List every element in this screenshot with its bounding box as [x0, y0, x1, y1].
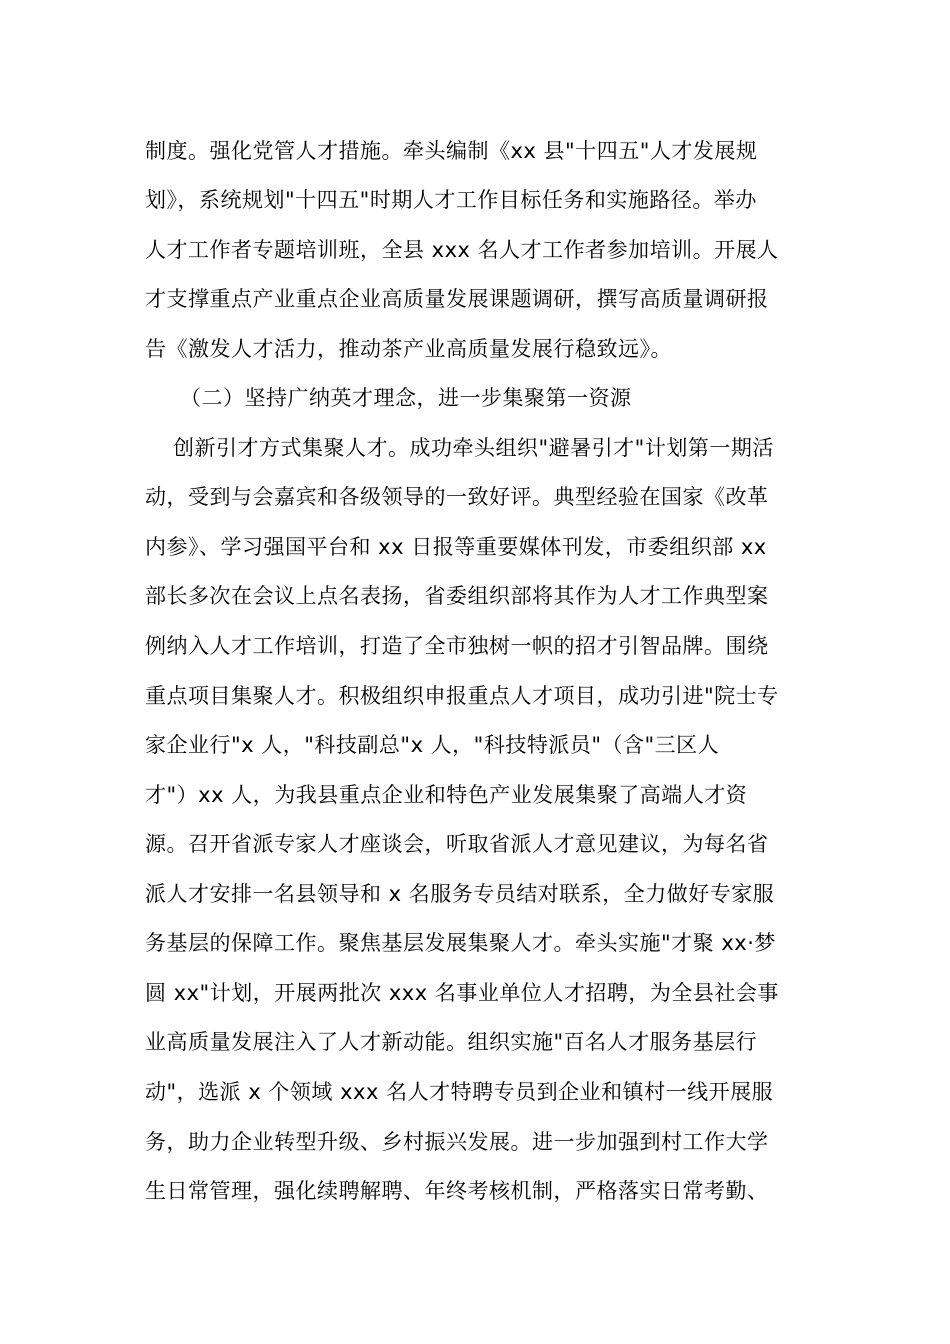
text-line: 家企业行"x 人，"科技副总"x 人，"科技特派员"（含"三区人 [145, 733, 720, 757]
text-line: 划》，系统规划"十四五"时期人才工作目标任务和实施路径。举办 [145, 188, 757, 212]
text-line: 生日常管理，强化续聘解聘、年终考核机制，严格落实日常考勤、 [145, 1179, 769, 1203]
text-line: 源。召开省派专家人才座谈会，听取省派人才意见建议，为每名省 [145, 832, 769, 856]
text-line: 务，助力企业转型升级、乡村振兴发展。进一步加强到村工作大学 [145, 1130, 769, 1154]
text-line: 部长多次在会议上点名表扬，省委组织部将其作为人才工作典型案 [145, 584, 769, 608]
text-line: 才支撑重点产业重点企业高质量发展课题调研，撰写高质量调研报 [145, 287, 769, 311]
text-line: 圆 xx"计划，开展两批次 xxx 名事业单位人才招聘，为全县社会事 [145, 981, 779, 1005]
text-line: 告《激发人才活力，推动茶产业高质量发展行稳致远》。 [145, 337, 672, 361]
text-line: 制度。强化党管人才措施。牵头编制《xx 县"十四五"人才发展规 [145, 139, 758, 163]
text-line: 重点项目集聚人才。积极组织申报重点人才项目，成功引进"院士专 [145, 684, 779, 708]
text-line: 人才工作者专题培训班，全县 xxx 名人才工作者参加培训。开展人 [145, 238, 779, 262]
text-line: 内参》、学习强国平台和 xx 日报等重要媒体刊发，市委组织部 xx [145, 535, 767, 559]
section-heading: （二）坚持广纳英才理念，进一步集聚第一资源 [180, 386, 632, 410]
paragraph-first-line: 创新引才方式集聚人才。成功牵头组织"避暑引才"计划第一期活 [173, 436, 774, 460]
text-line: 才"）xx 人，为我县重点企业和特色产业发展集聚了高端人才资 [145, 783, 748, 807]
text-line: 务基层的保障工作。聚焦基层发展集聚人才。牵头实施"才聚 xx·梦 [145, 931, 776, 955]
text-line: 动，受到与会嘉宾和各级领导的一致好评。典型经验在国家《改革 [145, 485, 769, 509]
text-line: 业高质量发展注入了人才新动能。组织实施"百名人才服务基层行 [145, 1030, 758, 1054]
text-line: 例纳入人才工作培训，打造了全市独树一帜的招才引智品牌。围绕 [145, 634, 769, 658]
text-line: 动"，选派 x 个领域 xxx 名人才特聘专员到企业和镇村一线开展服 [145, 1080, 774, 1104]
text-line: 派人才安排一名县领导和 x 名服务专员结对联系，全力做好专家服 [145, 882, 775, 906]
